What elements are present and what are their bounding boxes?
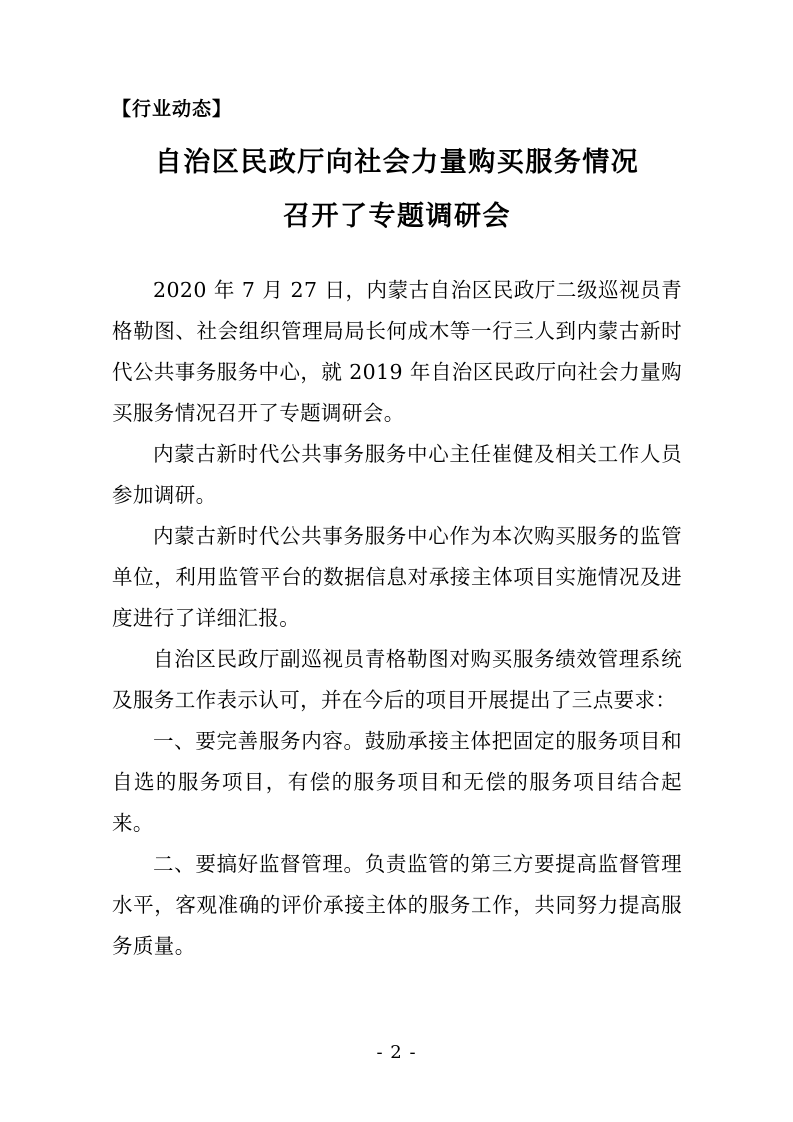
page-title-line-2: 召开了专题调研会 [283,201,511,233]
paragraph: 自治区民政厅副巡视员青格勒图对购买服务绩效管理系统及服务工作表示认可，并在今后的项目开展提出了三点要求： [112,646,682,712]
paragraph: 2020 年 7 月 27 日，内蒙古自治区民政厅二级巡视员青格勒图、社会组织管理局局长何成木等一行三人到内蒙古新时代公共事务服务中心，就 2019 年自治区民政厅向社会力量购买服务情况召开了专题调研会。 [112,277,682,425]
paragraph: 内蒙古新时代公共事务服务中心作为本次购买服务的监管单位，利用监管平台的数据信息对承接主体项目实施情况及进度进行了详细汇报。 [112,523,682,630]
page-title [112,137,682,244]
paragraph: 内蒙古新时代公共事务服务中心主任崔健及相关工作人员参加调研。 [112,441,682,507]
page-title-line-1: 自治区民政厅向社会力量购买服务情况 [154,146,640,178]
section-kicker: 【行业动态】 [112,98,233,120]
body-text [112,270,682,967]
document-body [112,96,682,967]
paragraph: 二、要搞好监督管理。负责监管的第三方要提高监督管理水平，客观准确的评价承接主体的服务工作，共同努力提高服务质量。 [112,851,682,958]
paragraph: 一、要完善服务内容。鼓励承接主体把固定的服务项目和自选的服务项目，有偿的服务项目和无偿的服务项目结合起来。 [112,728,682,835]
page-number: - 2 - [376,1042,417,1063]
